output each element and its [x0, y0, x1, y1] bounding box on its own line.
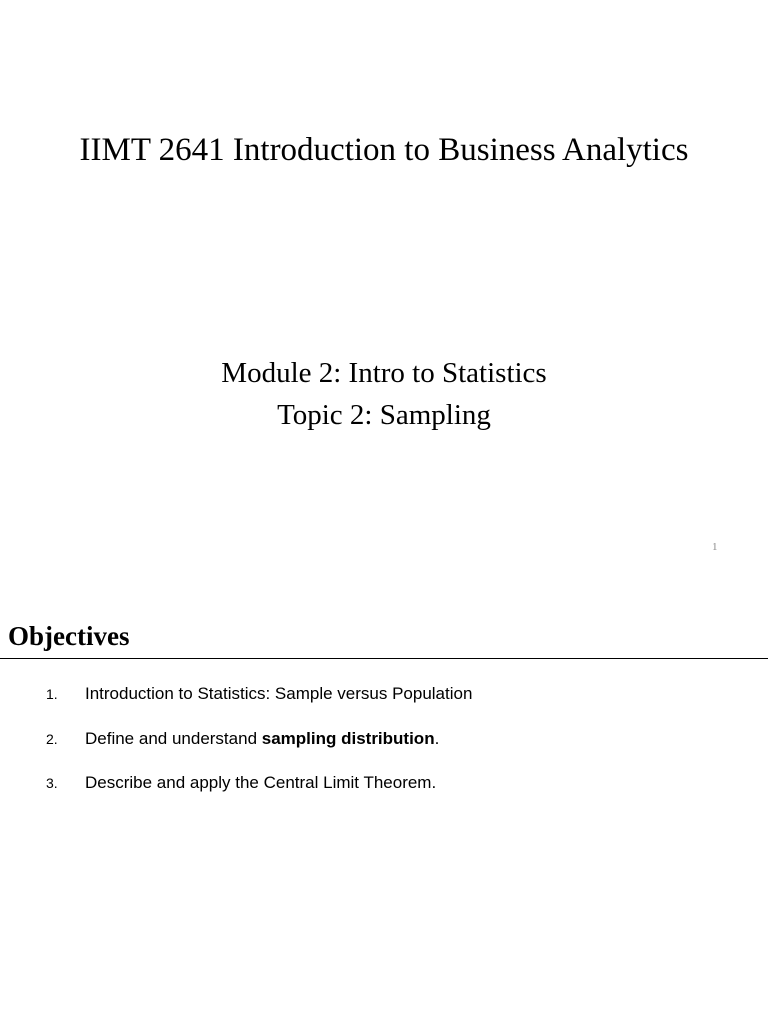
objective-text: Describe and apply the Central Limit Theorem.: [85, 773, 437, 792]
course-title: IIMT 2641 Introduction to Business Analytics: [79, 132, 689, 168]
objective-item-1: [0, 682, 768, 727]
slide-subtitle: [0, 352, 768, 436]
page-number: 1: [712, 541, 718, 553]
objective-number: 1.: [46, 686, 58, 702]
objective-number: 3.: [46, 775, 58, 791]
objective-item-3: [0, 771, 768, 816]
objective-item-2: [0, 727, 768, 772]
objective-emphasis: sampling distribution: [261, 728, 435, 748]
objective-number: 2.: [46, 730, 58, 747]
objectives-list: [0, 682, 768, 816]
topic-title: Topic 2: Sampling: [277, 399, 491, 431]
objective-text-end: .: [434, 728, 440, 748]
objectives-heading: Objectives: [8, 621, 130, 651]
heading-divider: [0, 658, 768, 659]
objective-text: Introduction to Statistics: Sample versus Population: [85, 684, 473, 703]
objectives-slide: [0, 612, 768, 1024]
module-title: Module 2: Intro to Statistics: [221, 357, 547, 389]
objective-text: [85, 727, 439, 751]
objective-text-start: Define and understand: [85, 728, 262, 748]
